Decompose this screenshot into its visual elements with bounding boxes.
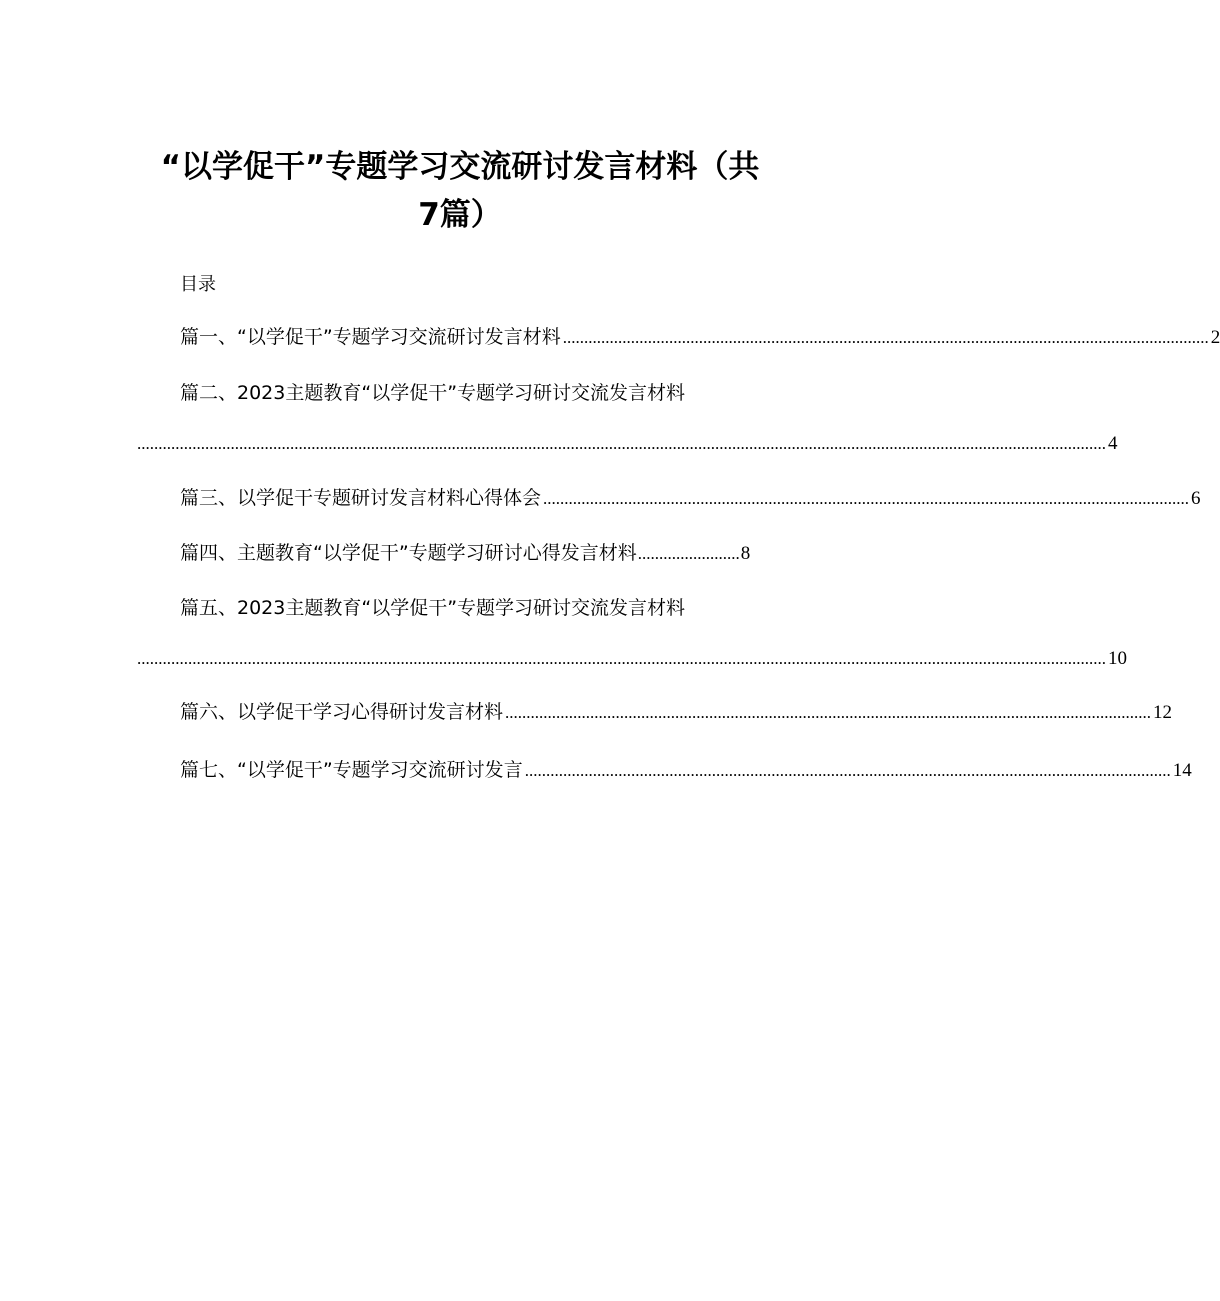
toc-entry-2-label[interactable]: [180, 379, 685, 407]
toc-page-number: 8: [740, 543, 751, 564]
toc-entry-label: 篇二、2023主题教育“以学促干”专题学习研讨交流发言材料: [180, 382, 686, 404]
dot-leader: ....................................................................................................................................................................................................................................: [137, 434, 1106, 453]
toc-entry-label: 篇七、“以学促干”专题学习交流研讨发言: [180, 759, 523, 781]
title-line-2: 7篇）: [418, 197, 502, 233]
toc-page-number: 14: [1172, 760, 1192, 781]
toc-entry-3[interactable]: [180, 484, 1201, 513]
toc-entry-5-label[interactable]: [180, 594, 685, 622]
dot-leader: ........................................................................................................................................................: [543, 489, 1190, 508]
toc-entry-label: 篇四、主题教育“以学促干”专题学习研讨心得发言材料: [180, 542, 637, 564]
toc-entry-label: 篇一、“以学促干”专题学习交流研讨发言材料: [180, 326, 561, 348]
toc-page-number: 6: [1191, 488, 1201, 509]
document-title: [140, 143, 780, 239]
dot-leader: ....................................................................................................................................................................................................................................: [137, 649, 1106, 668]
toc-entry-6[interactable]: [180, 698, 1173, 727]
toc-entry-4[interactable]: [180, 539, 751, 568]
toc-entry-label: 篇三、以学促干专题研讨发言材料心得体会: [180, 487, 542, 509]
toc-page-number: 10: [1108, 648, 1127, 669]
toc-heading: 目录: [180, 274, 216, 295]
toc-page-number: 12: [1153, 702, 1173, 723]
toc-entry-1[interactable]: [180, 323, 1220, 352]
toc-entry-7[interactable]: [180, 756, 1192, 785]
title-line-1: “以学促干”专题学习交流研讨发言材料（共: [160, 149, 760, 185]
toc-entry-2[interactable]: [137, 430, 1118, 458]
dot-leader: ........................: [637, 544, 740, 563]
toc-entry-5[interactable]: [137, 645, 1127, 673]
toc-entry-label: 篇五、2023主题教育“以学促干”专题学习研讨交流发言材料: [180, 597, 686, 619]
dot-leader: ........................................................................................................................................................: [524, 761, 1171, 780]
toc-page-number: 4: [1108, 433, 1118, 454]
dot-leader: ........................................................................................................................................................: [505, 703, 1152, 722]
toc-entry-label: 篇六、以学促干学习心得研讨发言材料: [180, 701, 504, 723]
toc-page-number: 2: [1210, 327, 1220, 348]
dot-leader: ........................................................................................................................................................: [562, 328, 1209, 347]
